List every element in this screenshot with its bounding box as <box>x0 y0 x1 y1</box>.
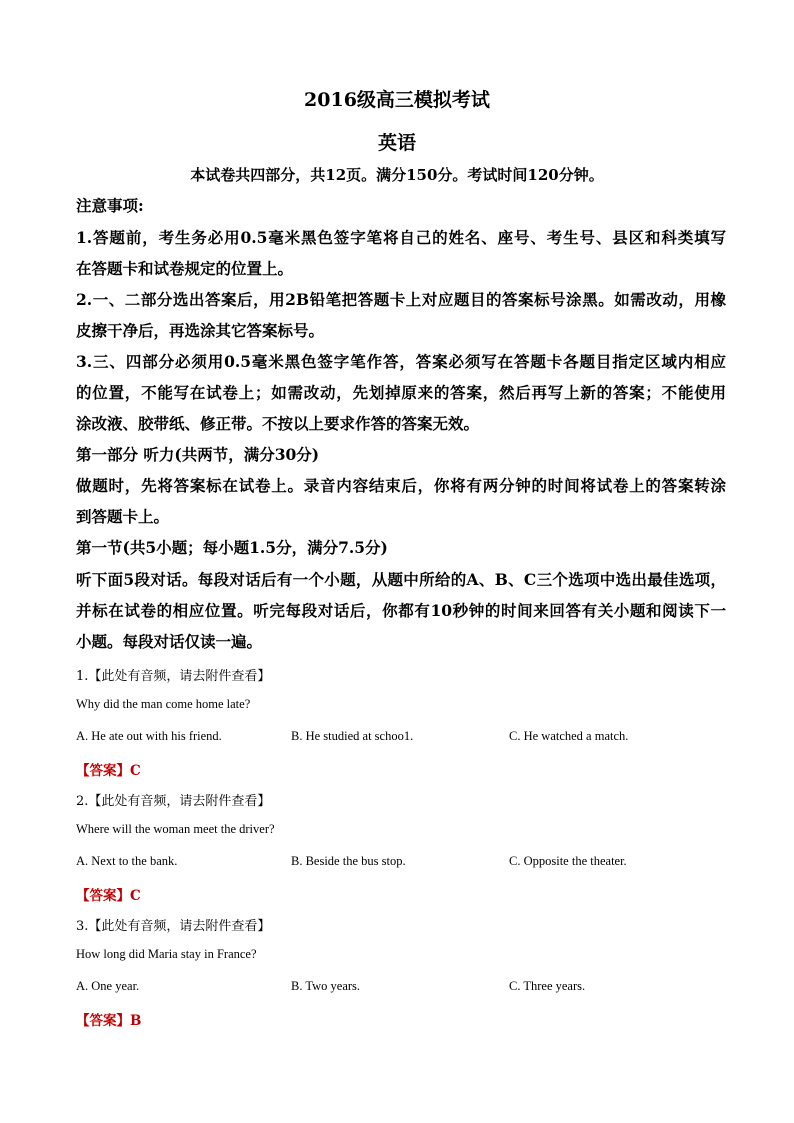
question-2-audio: 2.【此处有音频，请去附件查看】 <box>76 794 271 809</box>
notes-line: 的位置，不能写在试卷上；如需改动，先划掉原来的答案，然后再写上新的答案；不能使用 <box>76 383 726 402</box>
exam-title: 2016级高三模拟考试 <box>304 89 490 111</box>
notes-line: 涂改液、胶带纸、修正带。不按以上要求作答的答案无效。 <box>76 414 480 433</box>
section1-line: 听下面5段对话。每段对话后有一个小题，从题中所给的A、B、C三个选项中选出最佳选项， <box>76 570 726 589</box>
question-1-option-c: C. He watched a match. <box>509 729 629 743</box>
section1-heading: 第一节(共5小题；每小题1.5分，满分7.5分) <box>76 538 388 557</box>
notes-line: 3.三、四部分必须用0.5毫米黑色签字笔作答，答案必须写在答题卡各题目指定区域内相应 <box>76 352 726 371</box>
section1-line: 并标在试卷的相应位置。听完每段对话后，你都有10秒钟的时间来回答有关小题和阅读下一 <box>76 601 726 620</box>
part1-line: 到答题卡上。 <box>76 507 170 526</box>
question-3-audio: 3.【此处有音频，请去附件查看】 <box>76 919 271 934</box>
notes-line: 1.答题前，考生务必用0.5毫米黑色签字笔将自己的姓名、座号、考生号、县区和科类填写 <box>76 228 726 247</box>
question-2-option-b: B. Beside the bus stop. <box>291 854 406 868</box>
question-1-answer: 【答案】C <box>76 763 141 779</box>
notes-line: 在答题卡和试卷规定的位置上。 <box>76 259 294 278</box>
notes-line: 2.一、二部分选出答案后，用2B铅笔把答题卡上对应题目的答案标号涂黑。如需改动，用橡 <box>76 290 726 309</box>
question-3-option-a: A. One year. <box>76 979 140 993</box>
question-1-audio: 1.【此处有音频，请去附件查看】 <box>76 669 271 684</box>
question-3-answer: 【答案】B <box>76 1013 142 1029</box>
question-2-option-a: A. Next to the bank. <box>76 854 178 868</box>
question-2-text: Where will the woman meet the driver? <box>76 822 275 836</box>
question-1-option-b: B. He studied at schoo1. <box>291 729 414 743</box>
section1-line: 小题。每段对话仅读一遍。 <box>76 632 263 651</box>
question-2-answer: 【答案】C <box>76 888 141 904</box>
exam-summary: 本试卷共四部分，共12页。满分150分。考试时间120分钟。 <box>190 166 604 184</box>
question-2-option-c: C. Opposite the theater. <box>509 854 627 868</box>
part1-line: 做题时，先将答案标在试卷上。录音内容结束后，你将有两分钟的时间将试卷上的答案转涂 <box>76 476 726 495</box>
subject-title: 英语 <box>377 132 416 154</box>
notes-heading: 注意事项: <box>76 196 144 215</box>
part1-heading: 第一部分 听力(共两节，满分30分) <box>76 445 320 464</box>
question-3-text: How long did Maria stay in France? <box>76 947 257 961</box>
question-1-text: Why did the man come home late? <box>76 697 251 711</box>
notes-line: 皮擦干净后，再选涂其它答案标号。 <box>76 321 325 340</box>
question-3-option-b: B. Two years. <box>291 979 361 993</box>
question-1-option-a: A. He ate out with his friend. <box>76 729 222 743</box>
question-3-option-c: C. Three years. <box>509 979 586 993</box>
